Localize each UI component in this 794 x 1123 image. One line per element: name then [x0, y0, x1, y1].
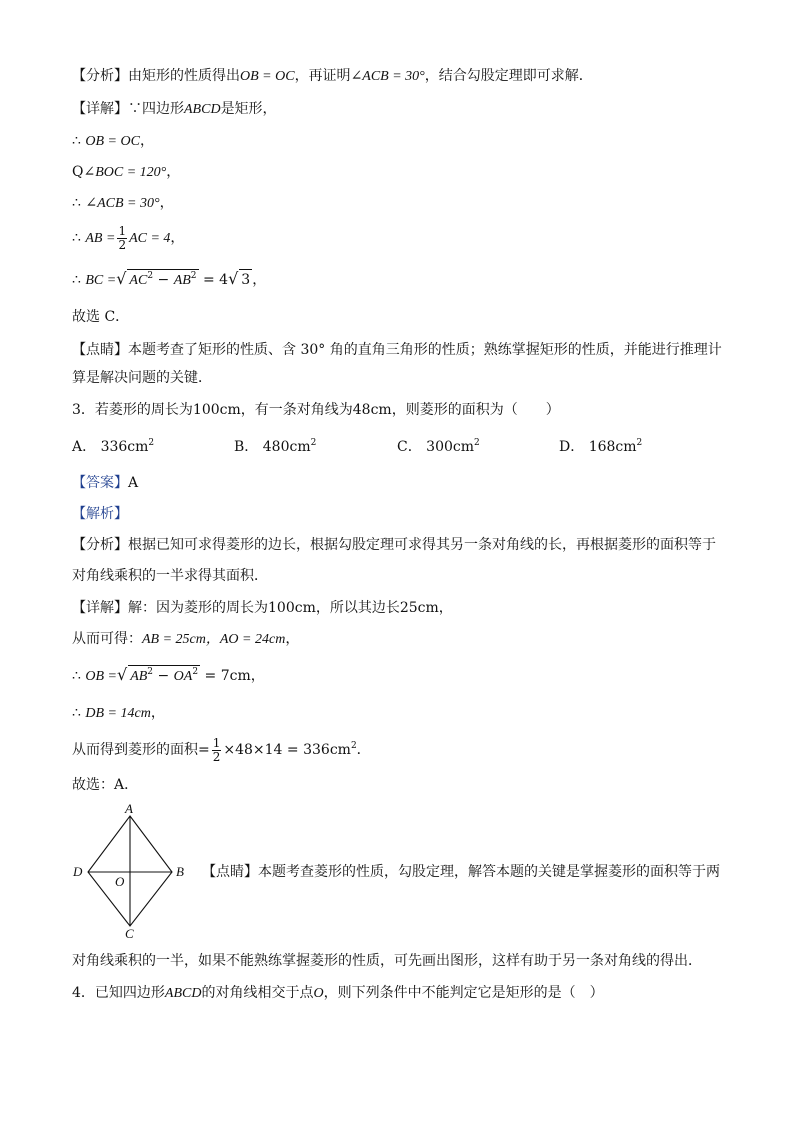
q3-step-area: 从而得到菱形的面积= $\frac{1}{2}$ $\times 48\times 14 = 336cm^2$．	[72, 735, 371, 764]
q3-option-b[interactable]: B． $480cm^2$	[234, 438, 317, 455]
q3-analysis-tag: 【分析】	[72, 537, 128, 553]
radical-sign: √	[116, 665, 128, 684]
radicand: $AB^2 - OA^2$	[128, 665, 200, 687]
vertex-label-b: B	[176, 864, 184, 879]
q2-step-acb: ∴ ∠ACB = 30°，	[72, 195, 174, 211]
q3-detail-line: 【详解】解：因为菱形的周长为100cm，所以其边长25cm，	[72, 600, 453, 616]
q3-comment-line-2: 对角线乘积的一半，如果不能熟练掌握菱形的性质，可先画出图形，这样有助于另一条对角线的得出．	[72, 953, 702, 969]
q3-jiexi-tag: 【解析】	[72, 506, 128, 522]
vertex-label-a: A	[125, 802, 133, 816]
q3-option-a[interactable]: A． $336cm^2$	[72, 438, 155, 455]
q3-detail-tag: 【详解】	[72, 600, 128, 616]
q3-jiexi	[72, 504, 128, 524]
q3-stem: 3．若菱形的周长为100cm，有一条对角线为48cm，则菱形的面积为（ ）	[72, 402, 560, 418]
vertex-label-c: C	[125, 926, 134, 941]
q3-analysis-line-1: 【分析】根据已知可求得菱形的边长，根据勾股定理可求得其另一条对角线的长，再根据菱形的面积等于	[72, 537, 716, 553]
q3-step-ab-ao: 从而可得：AB = 25cm，AO = 24cm，	[72, 631, 300, 647]
q3-option-c[interactable]: C． $300cm^2$	[397, 438, 480, 455]
q2-step-bc: ∴ BC =√ $AC^2 - AB^2 = 4√$ 3 ，	[72, 269, 266, 291]
q3-step-db: ∴ DB = 14cm，	[72, 705, 165, 721]
q2-comment-tag: 【点睛】	[72, 342, 128, 358]
q2-comment-line-1: 【点睛】本题考查了矩形的性质、含 30° 角的直角三角形的性质；熟练掌握矩形的性质，并能进行推理计	[72, 342, 722, 358]
q2-comment-line-2: 算是解决问题的关键．	[72, 370, 212, 386]
q2-step-ab: ∴ AB = $\frac{1}{2}$ AC = 4，	[72, 223, 185, 252]
q3-choose: 故选：A．	[72, 777, 139, 793]
q4-stem: 4．已知四边形ABCD的对角线相交于点O，则下列条件中不能判定它是矩形的是（ ）	[72, 985, 604, 1001]
q3-answer: 【答案】A	[72, 475, 139, 491]
q2-step-ob-oc: ∴ OB = OC，	[72, 133, 154, 149]
q2-detail-line: 【详解】∵四边形ABCD是矩形，	[72, 101, 277, 117]
q3-option-d[interactable]: D． $168cm^2$	[559, 438, 643, 455]
q2-detail-tag: 【详解】	[72, 101, 128, 117]
q3-comment-line-1: 【点睛】本题考查菱形的性质，勾股定理，解答本题的关键是掌握菱形的面积等于两	[202, 864, 720, 880]
q3-answer-tag: 【答案】	[72, 475, 128, 491]
q2-choose: 故选 C．	[72, 309, 130, 325]
radicand: $AC^2 - AB^2$	[127, 269, 198, 291]
center-label-o: O	[115, 874, 125, 889]
q3-step-ob: ∴ OB =√ $AB^2 - OA^2 = 7cm$，	[72, 665, 265, 687]
rhombus-figure	[70, 802, 190, 942]
q2-analysis-tag: 【分析】	[72, 68, 128, 84]
vertex-label-d: D	[73, 864, 83, 879]
fraction-half: $\frac{1}{2}$	[212, 735, 221, 764]
q2-analysis-line: 【分析】由矩形的性质得出OB = OC，再证明∠ACB = 30°，结合勾股定理即可求解．	[72, 68, 593, 84]
q3-options	[72, 437, 732, 459]
radical-sign: √	[228, 269, 239, 288]
q2-step-boc: Q∠BOC = 120°，	[72, 164, 181, 180]
fraction-half: $\frac{1}{2}$	[118, 223, 127, 252]
q3-analysis-line-2: 对角线乘积的一半求得其面积．	[72, 568, 268, 584]
q3-comment-tag: 【点睛】	[202, 864, 258, 880]
radical-sign: √	[116, 269, 127, 288]
